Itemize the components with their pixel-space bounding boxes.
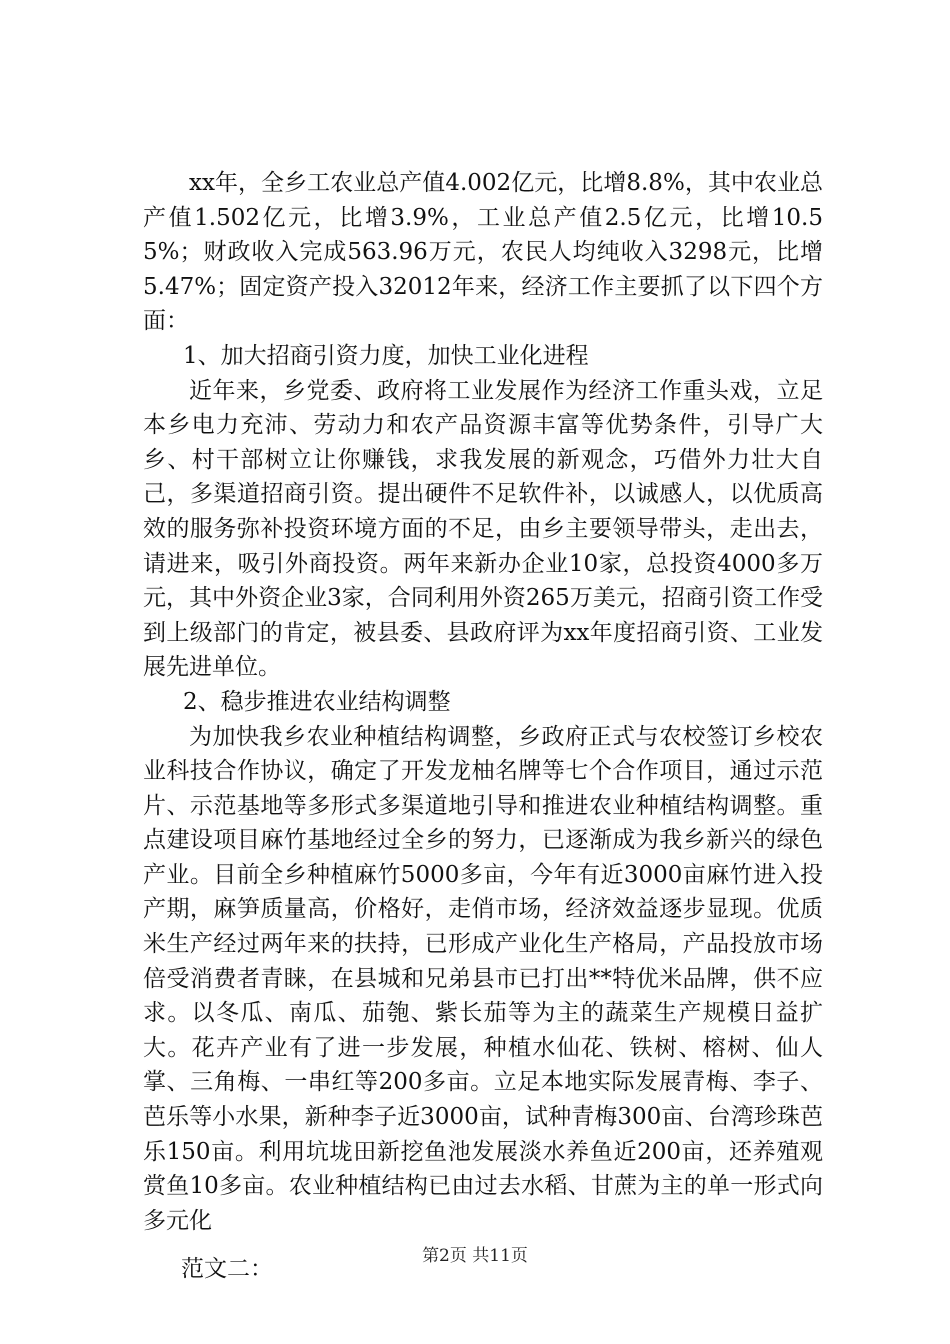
page-footer: 第2页 共11页 [422, 1246, 528, 1266]
sample-heading: 范文二： [181, 1256, 273, 1283]
section-heading-2: 2、稳步推进农业结构调整 [183, 688, 451, 715]
section-heading-1: 1、加大招商引资力度，加快工业化进程 [183, 342, 589, 369]
paragraph-investment: 近年来，乡党委、政府将工业发展作为经济工作重头戏，立足本乡电力充沛、劳动力和农产品资源丰富等优势条件，引导广大乡、村干部树立让你赚钱，求我发展的新观念，巧借外力壮大自己，多渠道招商引资。提出硬件不足软件补，以诚感人，以优质高效的服务弥补投资环境方面的不足，由乡主要领导带头，走出去，请进来，吸引外商投资。两年来新办企业10家，总投资4000多万元，其中外资企业3家，合同利用外资265万美元，招商引资工作受到上级部门的肯定，被县委、县政府评为xx年度招商引资、工业发展先进单位。 [143, 377, 823, 681]
paragraph-agriculture: 为加快我乡农业种植结构调整，乡政府正式与农校签订乡校农业科技合作协议，确定了开发龙柚名牌等七个合作项目，通过示范片、示范基地等多形式多渠道地引导和推进农业种植结构调整。重点建设项目麻竹基地经过全乡的努力，已逐渐成为我乡新兴的绿色产业。目前全乡种植麻竹5000多亩，今年有近3000亩麻竹进入投产期，麻笋质量高，价格好，走俏市场，经济效益逐步显现。优质米生产经过两年来的扶持，已形成产业化生产格局，产品投放市场倍受消费者青睐，在县城和兄弟县市已打出**特优米品牌，供不应求。以冬瓜、南瓜、茄匏、紫长茄等为主的蔬菜生产规模日益扩大。花卉产业有了进一步发展，种植水仙花、铁树、榕树、仙人掌、三角梅、一串红等200多亩。立足本地实际发展青梅、李子、芭乐等小水果，新种李子近3000亩，试种青梅300亩、台湾珍珠芭乐150亩。利用坑垅田新挖鱼池发展淡水养鱼近200亩，还养殖观赏鱼10多亩。农业种植结构已由过去水稻、甘蔗为主的单一形式向多元化 [143, 723, 823, 1234]
paragraph-summary: xx年，全乡工农业总产值4.002亿元，比增8.8%，其中农业总产值1.502亿元，比增3.9%，工业总产值2.5亿元，比增10.55%；财政收入完成563.96万元，农民人均纯收入3298元，比增5.47%；固定资产投入32012年来，经济工作主要抓了以下四个方面： [143, 170, 823, 335]
document-body [143, 166, 823, 1287]
